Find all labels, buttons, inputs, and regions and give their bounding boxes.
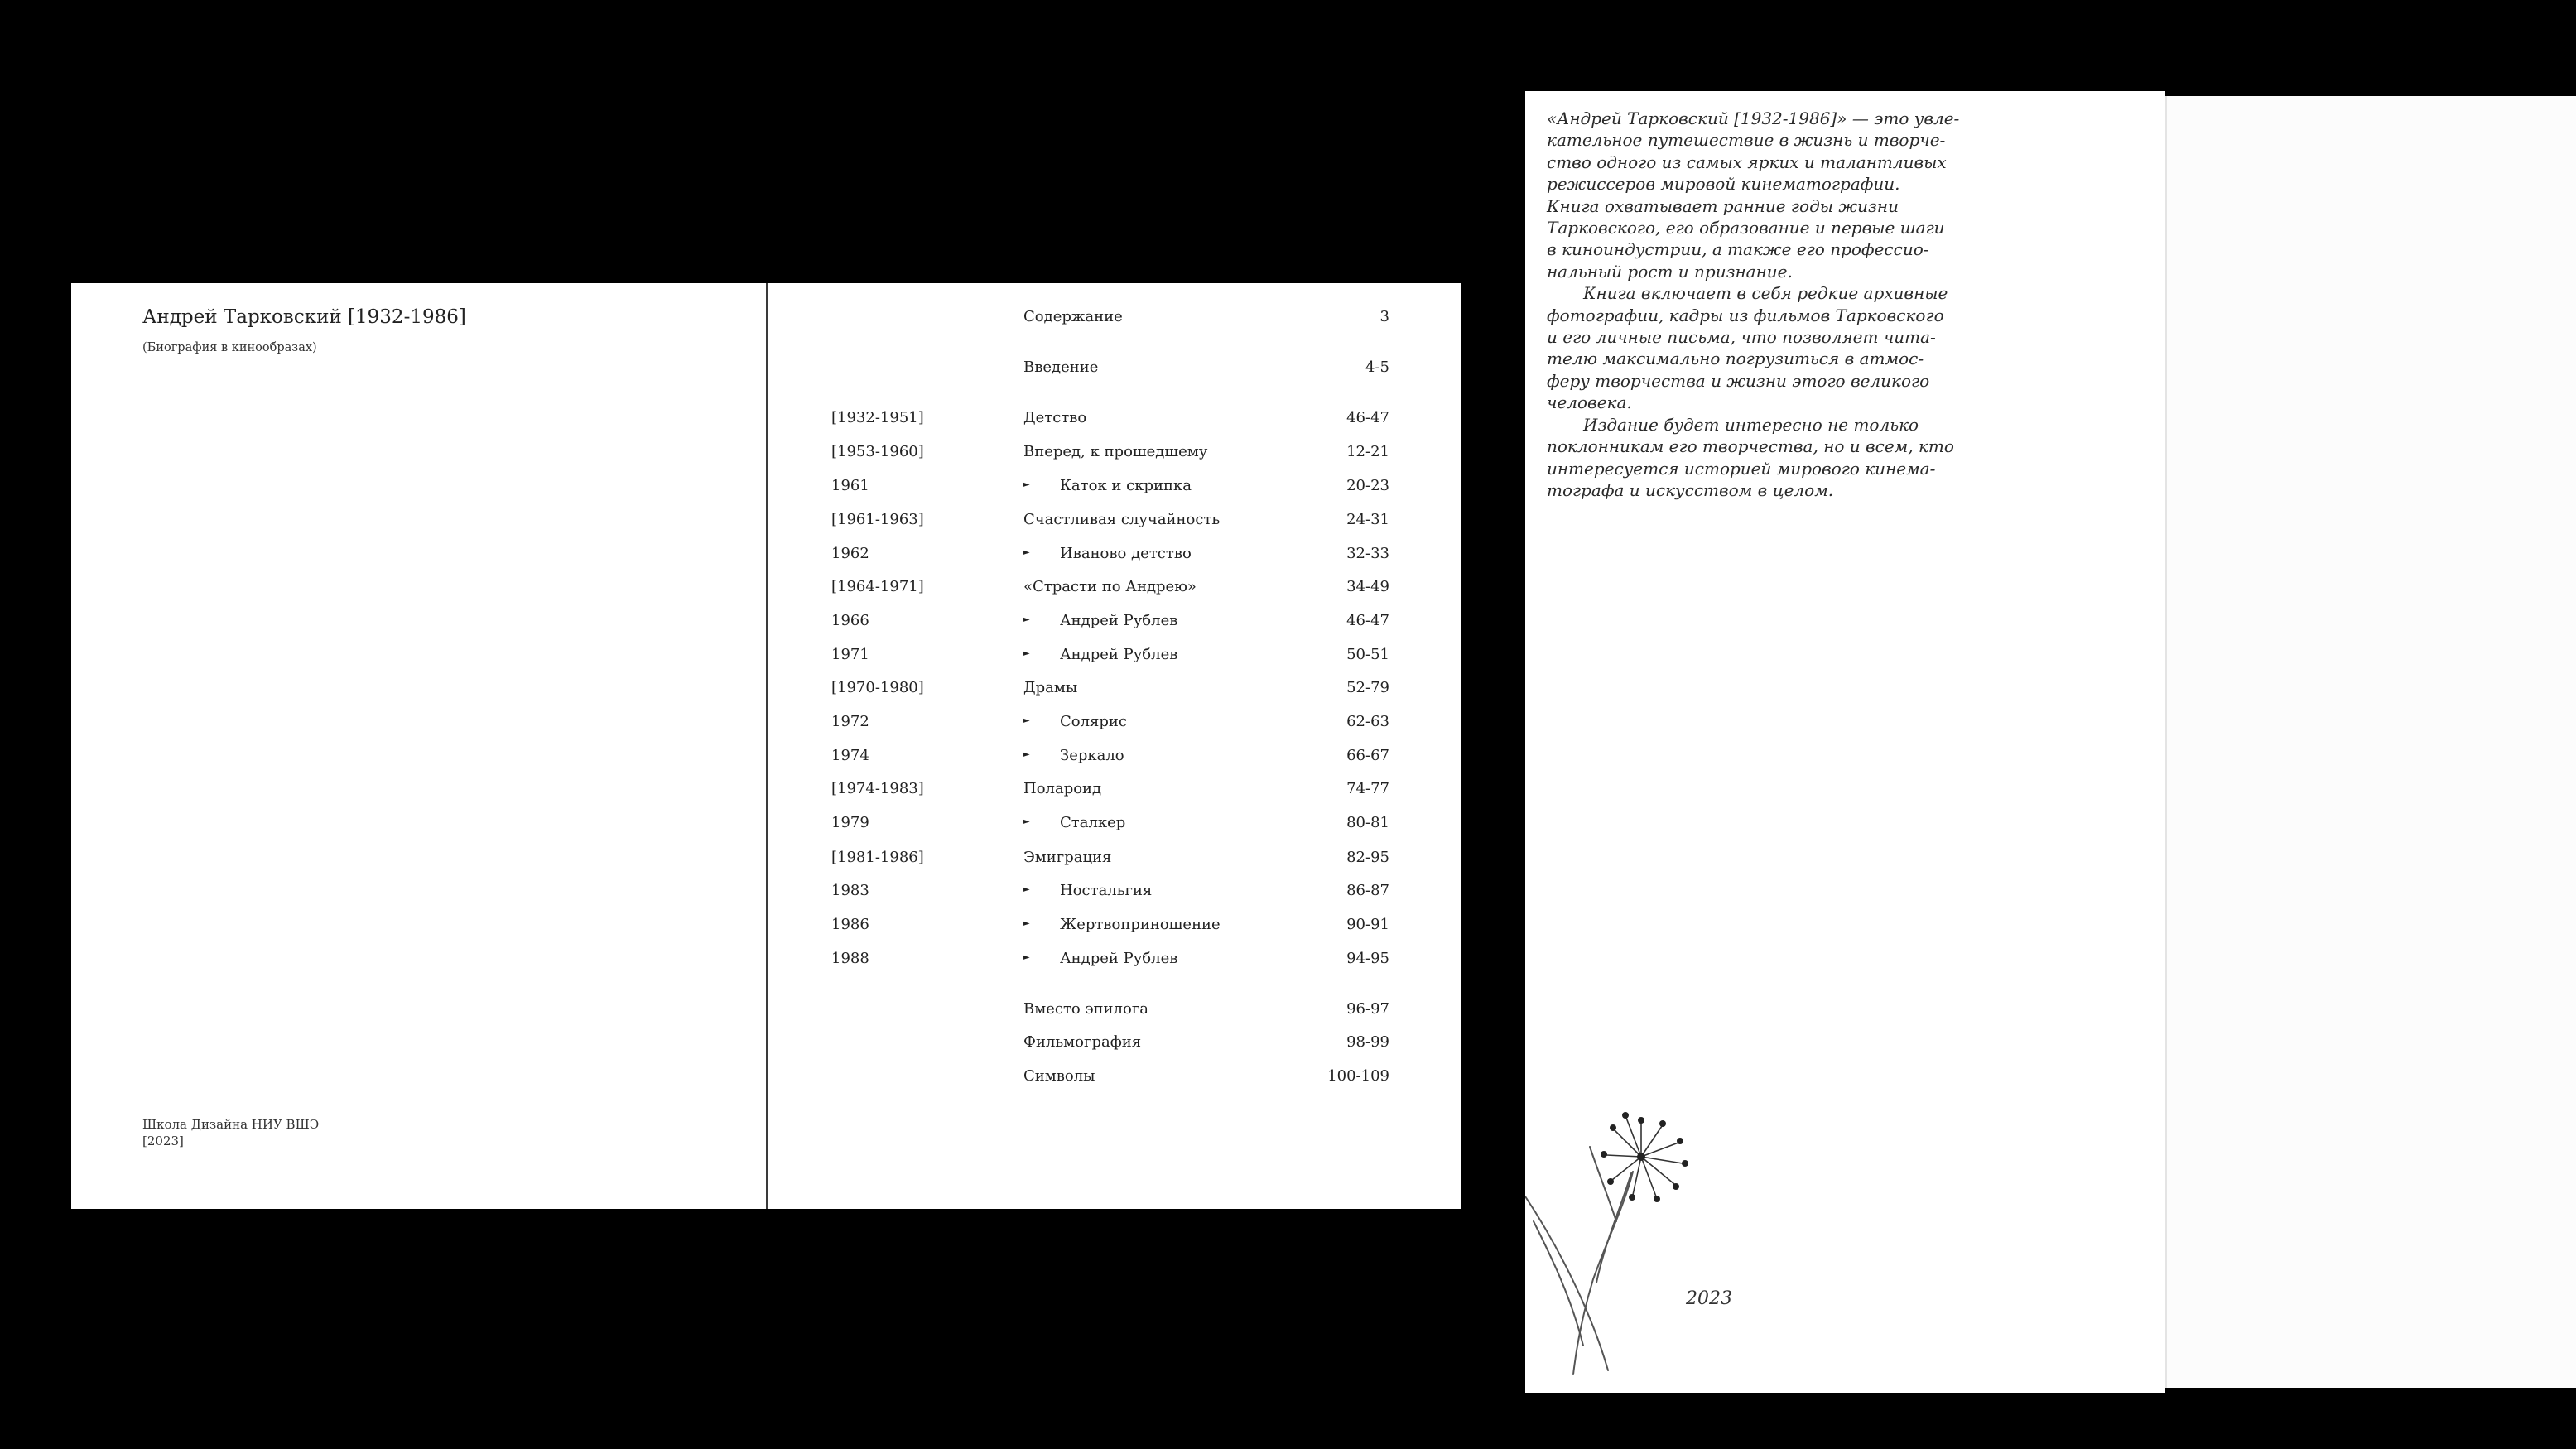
toc-date: 1971: [831, 646, 869, 663]
toc-page-range: 32-33: [1346, 545, 1389, 562]
toc-row: [71, 477, 1461, 502]
toc-row: [71, 646, 1461, 671]
toc-page-range: 46-47: [1346, 409, 1389, 426]
toc-row: [71, 713, 1461, 738]
toc-title: Сталкер: [1060, 814, 1126, 831]
toc-title: Фильмография: [1023, 1033, 1142, 1051]
cover-blurb: [1547, 108, 2085, 501]
toc-page-range: 52-79: [1346, 679, 1389, 696]
dandelion-illustration: [1525, 1097, 1716, 1379]
blurb-line: Книга охватывает ранние годы жизни: [1547, 195, 1899, 216]
toc-title: Символы: [1023, 1067, 1095, 1085]
book-title: Андрей Тарковский [1932-1986]: [142, 306, 466, 328]
blurb-paragraph-3: [1547, 414, 2085, 502]
adjacent-cover-panel: [2165, 96, 2576, 1388]
toc-title: Солярис: [1060, 713, 1127, 730]
blurb-line: телю максимально погрузиться в атмос-: [1547, 349, 1924, 369]
toc-page-range: 98-99: [1346, 1033, 1389, 1051]
toc-page-range: 20-23: [1346, 477, 1389, 494]
toc-date: 1983: [831, 882, 869, 899]
cover-year: 2023: [1686, 1288, 1732, 1309]
blurb-line: нальный рост и признание.: [1547, 261, 1793, 282]
toc-title: Детство: [1023, 409, 1087, 426]
toc-row: [71, 916, 1461, 941]
toc-row: [71, 511, 1461, 536]
toc-date: 1972: [831, 713, 869, 730]
toc-row: [71, 950, 1461, 975]
blurb-line: «Андрей Тарковский [1932-1986]» — это увле-: [1547, 108, 1960, 128]
triangle-right-icon: ►: [1023, 716, 1030, 725]
triangle-right-icon: ►: [1023, 649, 1030, 658]
toc-row: [71, 882, 1461, 907]
triangle-right-icon: ►: [1023, 919, 1030, 928]
blurb-line: человека.: [1547, 392, 1632, 413]
toc-title: Полароид: [1023, 780, 1102, 797]
toc-row: [71, 545, 1461, 570]
toc-page-range: 46-47: [1346, 612, 1389, 629]
table-of-contents: [71, 283, 1461, 1209]
toc-row: [71, 814, 1461, 839]
blurb-line: Книга включает в себя редкие архивные: [1583, 283, 1948, 304]
triangle-right-icon: ►: [1023, 885, 1030, 894]
toc-page-range: 3: [1379, 308, 1389, 325]
blurb-line: Тарковского, его образование и первые шаги: [1547, 218, 1945, 238]
toc-date: [1981-1986]: [831, 849, 924, 866]
triangle-right-icon: ►: [1023, 548, 1030, 557]
toc-title: Эмиграция: [1023, 849, 1112, 866]
toc-title: Вперед, к прошедшему: [1023, 443, 1208, 460]
toc-row: [71, 443, 1461, 468]
toc-page-range: 12-21: [1346, 443, 1389, 460]
blurb-line: фотографии, кадры из фильмов Тарковского: [1547, 305, 1944, 325]
toc-row: [71, 1000, 1461, 1025]
blurb-line: тографа и искусством в целом.: [1547, 479, 1834, 500]
toc-title: Вместо эпилога: [1023, 1000, 1148, 1018]
toc-date: 1962: [831, 545, 869, 562]
toc-date: [1932-1951]: [831, 409, 924, 426]
toc-page-range: 66-67: [1346, 747, 1389, 764]
toc-page-range: 4-5: [1365, 359, 1389, 376]
toc-page-range: 34-49: [1346, 578, 1389, 595]
toc-date: [1961-1963]: [831, 511, 924, 528]
toc-row: [71, 578, 1461, 603]
toc-page-range: 90-91: [1346, 916, 1389, 933]
toc-title: Жертвоприношение: [1060, 916, 1221, 933]
toc-row: [71, 780, 1461, 805]
toc-date: [1964-1971]: [831, 578, 924, 595]
blurb-line: и его личные письма, что позволяет чита-: [1547, 327, 1936, 348]
triangle-right-icon: ►: [1023, 953, 1030, 962]
toc-date: 1961: [831, 477, 869, 494]
toc-row: [71, 308, 1461, 333]
triangle-right-icon: ►: [1023, 480, 1030, 489]
toc-title: Андрей Рублев: [1060, 646, 1178, 663]
toc-title: Ностальгия: [1060, 882, 1153, 899]
toc-page-range: 74-77: [1346, 780, 1389, 797]
toc-date: 1966: [831, 612, 869, 629]
blurb-line: интересуется историей мирового кинема-: [1547, 458, 1936, 479]
blurb-line: Издание будет интересно не только: [1583, 414, 1919, 435]
toc-title: Счастливая случайность: [1023, 511, 1221, 528]
toc-title: Андрей Рублев: [1060, 612, 1178, 629]
blurb-line: режиссеров мировой кинематографии.: [1547, 174, 1900, 195]
toc-title: Содержание: [1023, 308, 1123, 325]
toc-date: [1974-1983]: [831, 780, 924, 797]
toc-title: Введение: [1023, 359, 1099, 376]
triangle-right-icon: ►: [1023, 615, 1030, 624]
toc-date: 1986: [831, 916, 869, 933]
triangle-right-icon: ►: [1023, 750, 1030, 759]
toc-title: Зеркало: [1060, 747, 1124, 764]
blurb-line: поклонникам его творчества, но и всем, кто: [1547, 436, 1954, 457]
publisher-year: [2023]: [142, 1134, 184, 1148]
toc-page-range: 80-81: [1346, 814, 1389, 831]
toc-title: «Страсти по Андрею»: [1023, 578, 1197, 595]
toc-date: 1974: [831, 747, 869, 764]
toc-title: Драмы: [1023, 679, 1078, 696]
toc-row: [71, 612, 1461, 637]
toc-title: Каток и скрипка: [1060, 477, 1192, 494]
toc-page-range: 50-51: [1346, 646, 1389, 663]
blurb-paragraph-1: [1547, 108, 2085, 282]
toc-page-range: 86-87: [1346, 882, 1389, 899]
blurb-line: кательное путешествие в жизнь и творче-: [1547, 130, 1946, 151]
toc-row: [71, 409, 1461, 434]
toc-date: [1970-1980]: [831, 679, 924, 696]
open-book-spread: [71, 283, 1461, 1209]
publisher-name: Школа Дизайна НИУ ВШЭ: [142, 1117, 320, 1132]
toc-page-range: 82-95: [1346, 849, 1389, 866]
toc-row: [71, 747, 1461, 772]
blurb-line: в киноиндустрии, а также его профессио-: [1547, 239, 1929, 260]
toc-date: 1979: [831, 814, 869, 831]
toc-row: [71, 849, 1461, 874]
toc-page-range: 62-63: [1346, 713, 1389, 730]
blurb-line: феру творчества и жизни этого великого: [1547, 370, 1930, 391]
toc-date: [1953-1960]: [831, 443, 924, 460]
toc-title: Андрей Рублев: [1060, 950, 1178, 967]
toc-page-range: 100-109: [1327, 1067, 1389, 1085]
toc-row: [71, 359, 1461, 383]
toc-page-range: 24-31: [1346, 511, 1389, 528]
toc-page-range: 94-95: [1346, 950, 1389, 967]
toc-page-range: 96-97: [1346, 1000, 1389, 1018]
toc-row: [71, 1033, 1461, 1058]
toc-row: [71, 679, 1461, 704]
blurb-paragraph-2: [1547, 282, 2085, 413]
toc-row: [71, 1067, 1461, 1092]
book-subtitle: (Биография в кинообразах): [142, 341, 317, 354]
triangle-right-icon: ►: [1023, 817, 1030, 826]
toc-title: Иваново детство: [1060, 545, 1192, 562]
blurb-line: ство одного из самых ярких и талантливых: [1547, 152, 1947, 172]
toc-date: 1988: [831, 950, 869, 967]
